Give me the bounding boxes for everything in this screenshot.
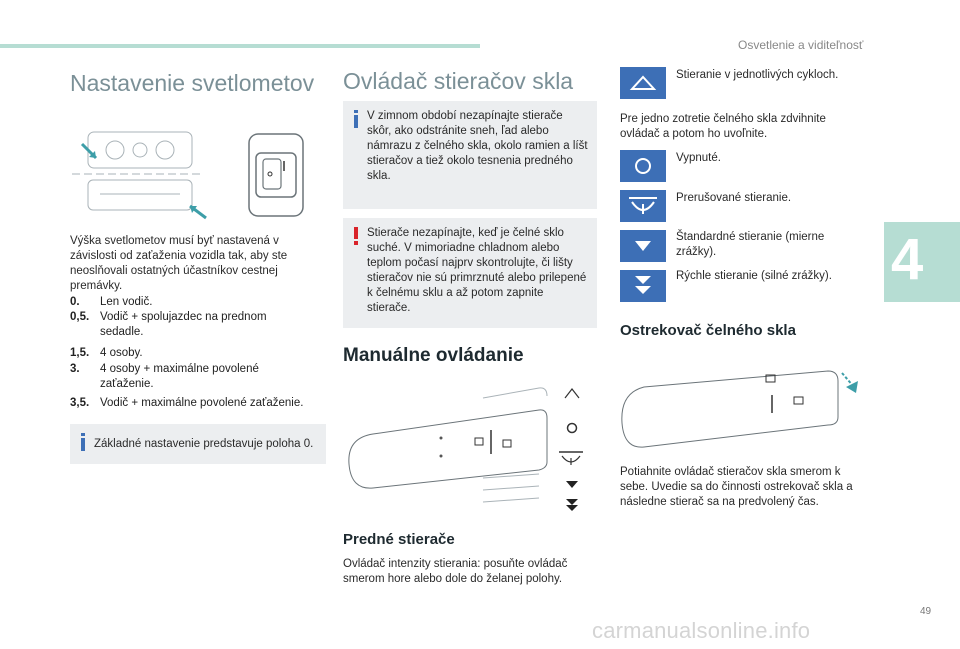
dashboard-illustration [70, 124, 210, 224]
dry-glass-warning-box [343, 218, 597, 328]
washer-text: Potiahnite ovládač stieračov skla smerom k sebe. Uvedie sa do činnosti ostrekovač skla a následne stierač sa na predvolený čas. [620, 466, 853, 508]
position-number: 0. [70, 296, 80, 308]
position-text: Len vodič. [100, 296, 153, 308]
intermittent-icon [620, 190, 666, 222]
normal-label: Štandardné stieranie (mierne zrážky). [676, 231, 825, 258]
washer-title: Ostrekovač čelného skla [620, 322, 796, 339]
winter-info-text: V zimnom období nezapínajte stierače skôr, ako odstránite sneh, ľad alebo námrazu z čelného skla, okolo ramien a líšt stieračov a tiež okolo tesnenia predného skla. [367, 110, 588, 182]
headlamp-info-box [70, 424, 326, 464]
dry-glass-warning-text: Stierače nezapínajte, keď je čelné sklo suché. V mimoriadne chladnom alebo teplom počasí najprv skontrolujte, či lišty stieračov nie sú primrznuté alebo prilepené k čelnému sklu a až potom zapnite stierače. [367, 227, 587, 314]
position-text: Vodič + spolujazdec na prednom sedadle. [100, 311, 267, 338]
washer-stalk-illustration [618, 363, 870, 465]
position-number: 0,5. [70, 311, 90, 323]
page-number: 49 [920, 606, 932, 617]
position-text: 4 osoby. [100, 347, 143, 359]
headlamp-info-text: Základné nastavenie predstavuje poloha 0. [94, 438, 314, 450]
position-text: Vodič + maximálne povolené zaťaženie. [100, 397, 304, 409]
winter-info-box [343, 101, 597, 209]
footer-watermark: carmanualsonline.info [592, 618, 811, 643]
fast-small-icon [560, 496, 584, 514]
position-number: 3. [70, 363, 80, 375]
intermittent-label: Prerušované stieranie. [676, 192, 792, 204]
wiper-title: Ovládač stieračov skla [343, 68, 574, 94]
headlamp-dial-illustration [248, 133, 304, 217]
section-title: Osvetlenie a viditeľnosť [738, 38, 864, 52]
off-icon [620, 150, 666, 182]
header-accent-bar [0, 44, 480, 48]
front-wipers-text: Ovládač intenzity stierania: posuňte ovládač smerom hore alebo dole do želanej polohy. [343, 558, 568, 585]
headlamp-intro: Výška svetlometov musí byť nastavená v závislosti od zaťaženia vozidla tak, aby ste neoslňovali ostatných účastníkov cestnej premávky. [70, 235, 288, 292]
position-number: 1,5. [70, 347, 90, 359]
off-small-icon [560, 418, 584, 438]
fast-label: Rýchle stieranie (silné zrážky). [676, 270, 832, 282]
single-cycle-note: Pre jedno zotretie čelného skla zdvihnite ovládač a potom ho uvoľnite. [620, 113, 826, 140]
headlamp-title: Nastavenie svetlometov [70, 70, 315, 96]
warning-icon [349, 227, 363, 245]
chapter-number: 4 [891, 227, 924, 292]
normal-small-icon [562, 476, 582, 492]
fast-icon [620, 270, 666, 302]
wiper-stalk-illustration [343, 378, 555, 512]
info-icon [76, 433, 90, 451]
normal-icon [620, 230, 666, 262]
info-icon [349, 110, 363, 128]
intermittent-small-icon [556, 448, 586, 470]
single-cycle-small-icon [560, 384, 584, 404]
single-cycle-label: Stieranie v jednotlivých cykloch. [676, 69, 839, 81]
single-cycle-icon [620, 67, 666, 99]
manual-control-title: Manuálne ovládanie [343, 345, 524, 366]
front-wipers-title: Predné stierače [343, 531, 455, 548]
off-label: Vypnuté. [676, 152, 721, 164]
position-number: 3,5. [70, 397, 90, 409]
position-text: 4 osoby + maximálne povolené zaťaženie. [100, 363, 259, 390]
